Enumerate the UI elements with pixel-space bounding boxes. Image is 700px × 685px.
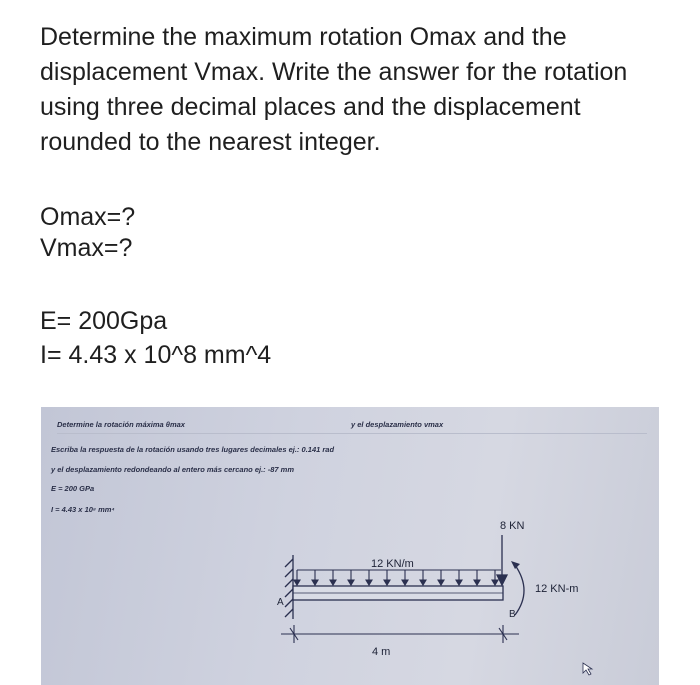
problem-photo [41, 407, 659, 685]
fixed-support [285, 555, 293, 619]
problem-statement: Determine the maximum rotation Omax and the displacement Vmax. Write the answer for the rotation using three decimal places and the displacement rounded to the nearest integer. [40, 23, 628, 156]
point-force [497, 535, 507, 585]
photo-text-instructions: Escriba la respuesta de la rotación usando tres lugares decimales ej.: 0.141 rad [51, 445, 335, 454]
span-label: 4 m [372, 646, 391, 658]
beam-diagram [41, 407, 659, 685]
span-dimension [281, 625, 519, 643]
point-force-label: 8 KN [500, 520, 525, 532]
distributed-load-label: 12 KN/m [371, 558, 414, 570]
inertia-value: I= 4.43 x 10^8 mm^4 [40, 341, 272, 369]
distributed-load [294, 570, 501, 585]
moment-label: 12 KN-m [535, 583, 579, 595]
omax-question: Omax=? [40, 203, 136, 231]
photo-text-inertia: I = 4.43 x 10⁸ mm⁴ [51, 505, 115, 514]
vmax-question: Vmax=? [40, 234, 133, 262]
moment-arrowhead [511, 561, 520, 569]
photo-text-rotation: Determine la rotación máxima θmax [57, 420, 185, 429]
point-a-label: A [277, 597, 284, 608]
point-b-label: B [509, 609, 516, 620]
modulus-value: E= 200Gpa [40, 307, 168, 335]
photo-text-modulus: E = 200 GPa [51, 484, 95, 493]
cursor-icon [583, 663, 592, 675]
photo-text-rounding: y el desplazamiento redondeando al entero más cercano ej.: -87 mm [51, 465, 294, 474]
moment-arrow [515, 565, 524, 615]
photo-text-displacement: y el desplazamiento vmax [351, 420, 444, 429]
